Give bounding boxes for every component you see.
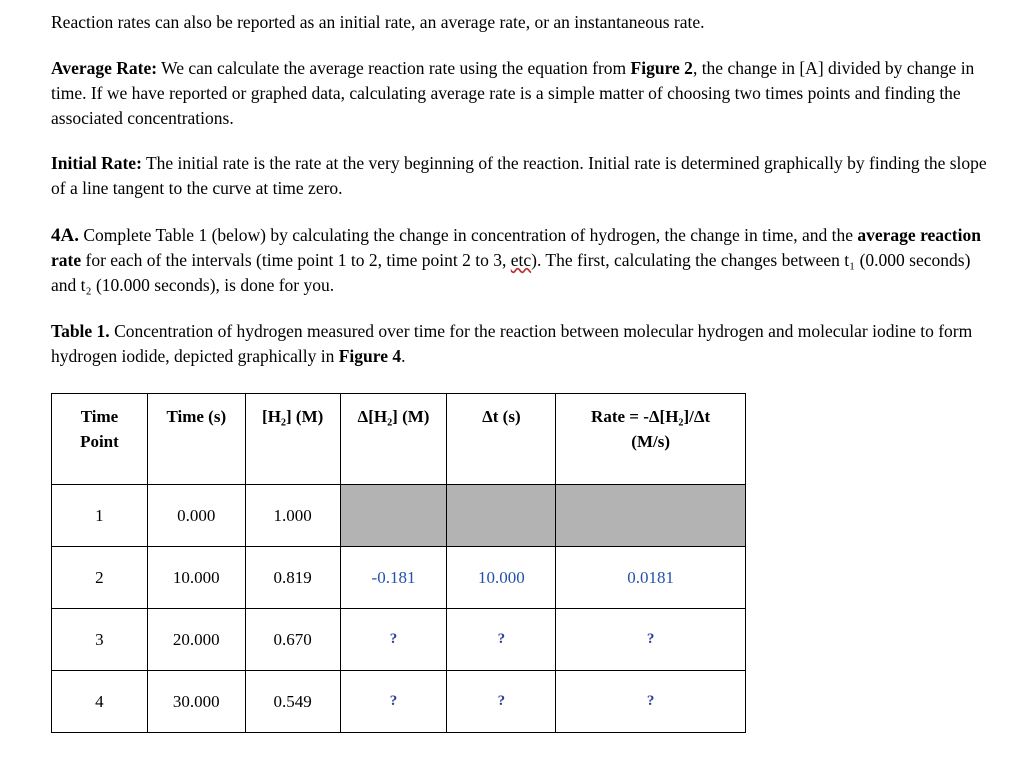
cell-rate[interactable]: ?	[556, 609, 746, 671]
header-delta-concentration: Δ[H₂] (M)	[340, 394, 447, 485]
cell-time: 10.000	[147, 547, 245, 609]
cell-delta-concentration[interactable]: -0.181	[340, 547, 447, 609]
header-rate: Rate = -Δ[H₂]/Δt (M/s)	[556, 394, 746, 485]
cell-delta-time	[447, 485, 556, 547]
average-rate-label: Average Rate:	[51, 58, 158, 78]
table-row	[52, 671, 746, 733]
figure-2-ref: Figure 2	[630, 58, 693, 78]
cell-time: 0.000	[147, 485, 245, 547]
question-4a-label: 4A.	[51, 225, 79, 246]
cell-time: 20.000	[147, 609, 245, 671]
table-row	[52, 485, 746, 547]
cell-concentration: 1.000	[245, 485, 340, 547]
cell-rate[interactable]: ?	[556, 671, 746, 733]
cell-delta-time[interactable]: 10.000	[447, 547, 556, 609]
question-text-3: ). The first, calculating the changes between t₁ (0.000 seconds) and t₂ (10.000 seconds), is done for you.	[51, 250, 971, 295]
initial-rate-label: Initial Rate:	[51, 153, 142, 173]
header-delta-time: Δt (s)	[447, 394, 556, 485]
cell-point: 4	[52, 671, 148, 733]
average-rate-text-1: We can calculate the average reaction rate using the equation from	[157, 58, 631, 78]
cell-delta-time[interactable]: ?	[447, 671, 556, 733]
header-time-point: Time Point	[52, 394, 148, 485]
average-rate-paragraph	[51, 56, 991, 131]
table-header-row	[52, 394, 746, 485]
cell-point: 2	[52, 547, 148, 609]
cell-concentration: 0.819	[245, 547, 340, 609]
cell-delta-time[interactable]: ?	[447, 609, 556, 671]
cell-point: 3	[52, 609, 148, 671]
figure-4-ref: Figure 4	[338, 346, 402, 366]
table-caption-text-1: Concentration of hydrogen measured over time for the reaction between molecular hydrogen and molecular iodine to form hydrogen iodide, depicted graphically in	[51, 321, 973, 366]
cell-delta-concentration[interactable]: ?	[340, 609, 447, 671]
cell-delta-concentration	[340, 485, 447, 547]
question-text-2: for each of the intervals (time point 1 to 2, time point 2 to 3,	[81, 250, 511, 270]
cell-rate	[556, 485, 746, 547]
cell-time: 30.000	[147, 671, 245, 733]
header-time: Time (s)	[147, 394, 245, 485]
question-etc: etc	[510, 250, 532, 270]
cell-point: 1	[52, 485, 148, 547]
cell-concentration: 0.549	[245, 671, 340, 733]
data-table	[51, 393, 746, 733]
question-bold-term: average reaction rate	[51, 225, 981, 270]
question-4a-paragraph	[51, 223, 991, 298]
intro-paragraph: Reaction rates can also be reported as an initial rate, an average rate, or an instantaneous rate.	[51, 12, 705, 32]
table-caption	[51, 319, 991, 369]
cell-concentration: 0.670	[245, 609, 340, 671]
cell-delta-concentration[interactable]: ?	[340, 671, 447, 733]
average-rate-text-2: , the change in [A] divided by change in time. If we have reported or graphed data, calculating average rate is a simple matter of choosing two times points and finding the associated concentrations.	[51, 58, 975, 128]
header-concentration: [H₂] (M)	[245, 394, 340, 485]
table-caption-text-2: .	[401, 346, 406, 366]
table-row	[52, 547, 746, 609]
table-row	[52, 609, 746, 671]
cell-rate[interactable]: 0.0181	[556, 547, 746, 609]
table-caption-label: Table 1.	[51, 321, 110, 341]
question-text-1: Complete Table 1 (below) by calculating the change in concentration of hydrogen, the change in time, and the	[78, 225, 858, 245]
initial-rate-paragraph	[51, 151, 991, 201]
document-body	[51, 10, 991, 369]
initial-rate-text: The initial rate is the rate at the very beginning of the reaction. Initial rate is determined graphically by finding the slope of a line tangent to the curve at time zero.	[51, 153, 987, 198]
